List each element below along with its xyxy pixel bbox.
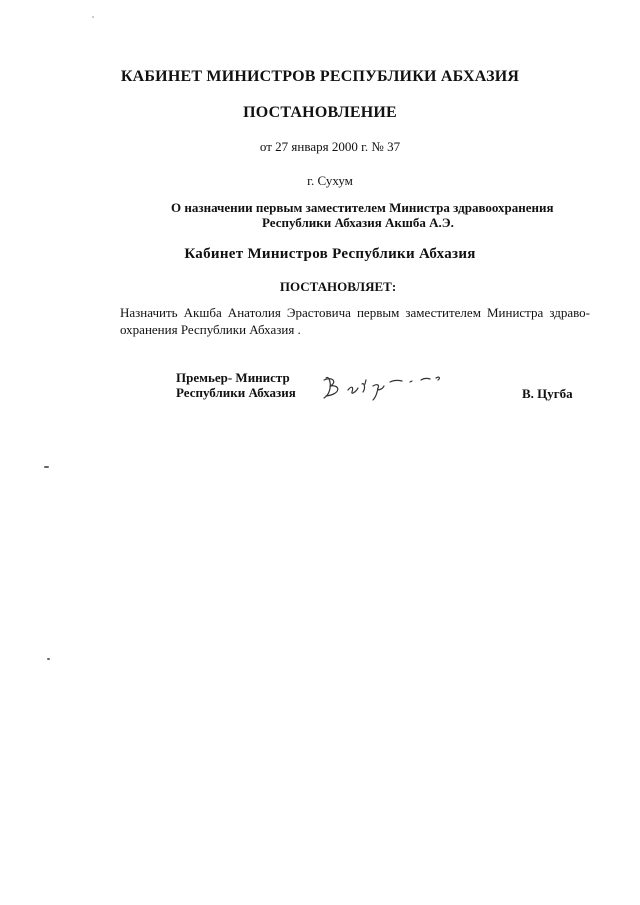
scan-speck: [44, 466, 49, 468]
resolves-heading: ПОСТАНОВЛЯЕТ:: [279, 279, 397, 294]
signatory-title-line-2: Республики Абхазия: [176, 385, 296, 400]
date-number-line: от 27 января 2000 г. № 37: [259, 139, 401, 154]
signatory-title-line-1: Премьер- Министр: [176, 370, 290, 385]
signatory-name: В. Цугба: [522, 386, 573, 401]
resolution-paragraph-line-1: Назначить Акшба Анатолия Эрастовича первым заместителем Министра здраво-: [120, 305, 590, 320]
subject-line-1: О назначении первым заместителем Министра здравоохранения: [171, 200, 554, 215]
document-type-title: ПОСТАНОВЛЕНИЕ: [243, 104, 397, 121]
scan-speck: [47, 658, 50, 660]
scan-speck: [92, 16, 94, 18]
place-line: г. Сухум: [307, 173, 353, 188]
handwritten-signature: [318, 368, 448, 404]
issuer-heading: Кабинет Министров Республики Абхазия: [184, 246, 476, 262]
subject-line-2: Республики Абхазия Акшба А.Э.: [262, 215, 454, 230]
resolution-paragraph-line-2: охранения Республики Абхазия .: [120, 322, 301, 337]
cabinet-heading: КАБИНЕТ МИНИСТРОВ РЕСПУБЛИКИ АБХАЗИЯ: [120, 68, 520, 85]
